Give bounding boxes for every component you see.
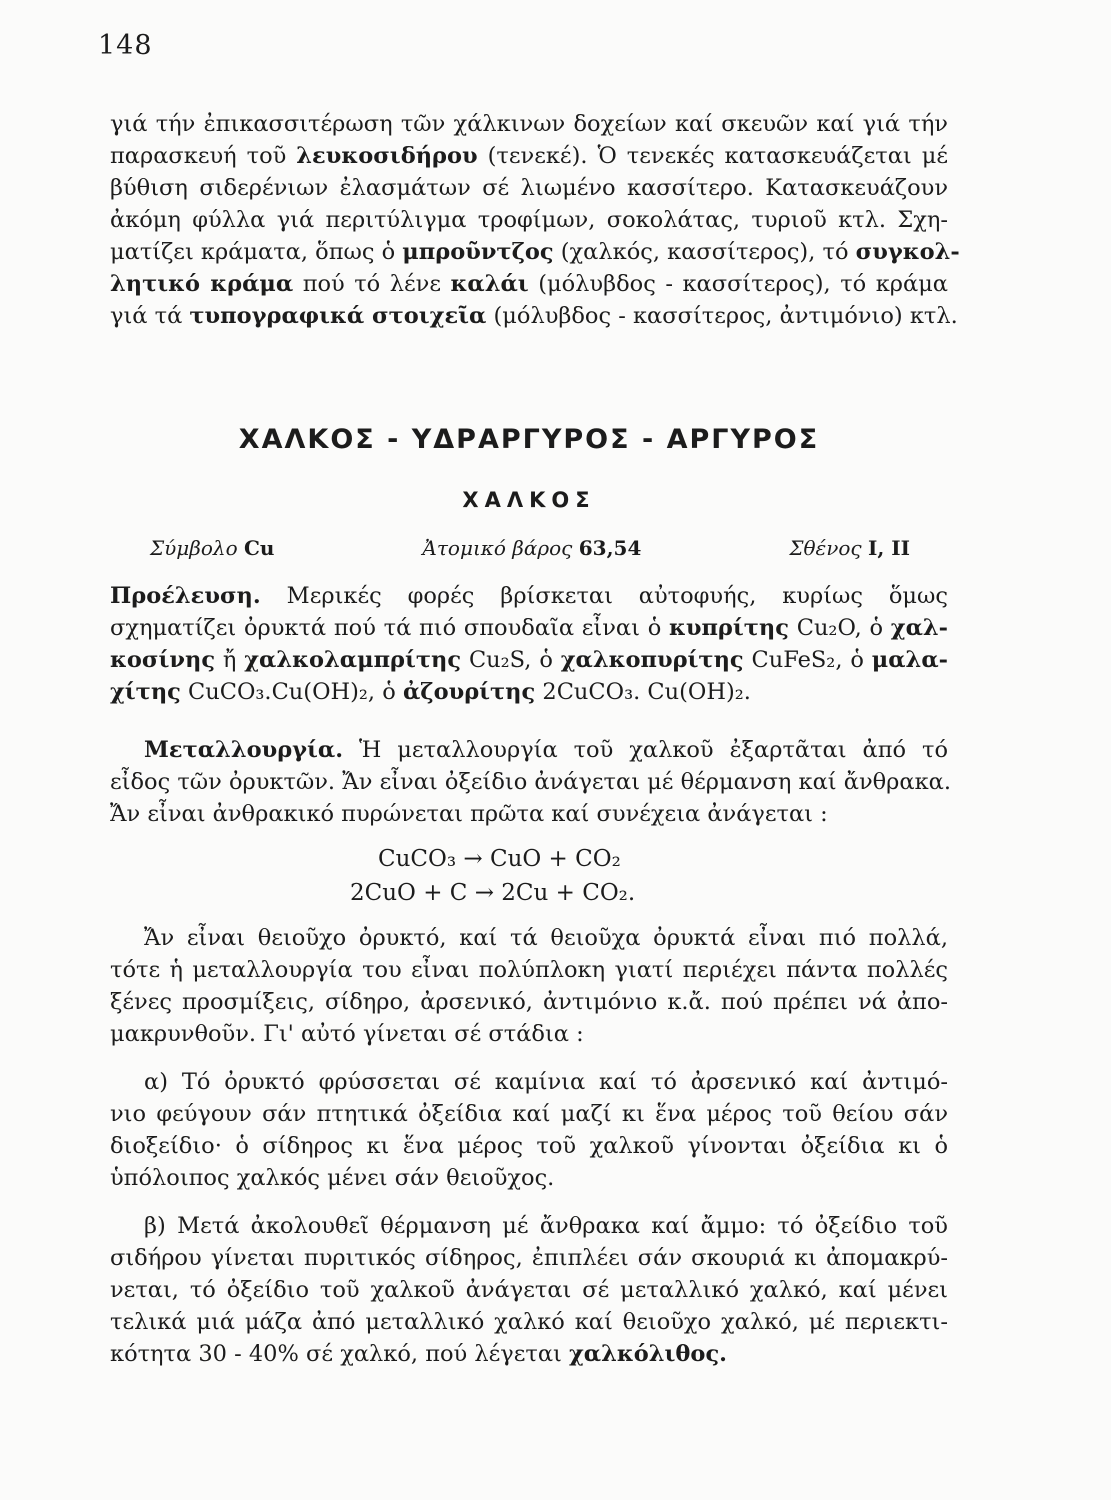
text-line: τότε ἡ μεταλλουργία του εἶναι πολύπλοκη γιατί περιέχει πάντα πολλές: [110, 957, 948, 983]
stage-b-paragraph: [110, 1210, 948, 1370]
text-line: κοσίνης ἤ χαλκολαμπρίτης Cu₂S, ὁ χαλκοπυρίτης CuFeS₂, ὁ μαλα-: [110, 647, 948, 673]
text-line: ματίζει κράματα, ὅπως ὁ μπροῦντζος (χαλκός, κασσίτερος), τό συγκολ-: [110, 239, 960, 265]
text-line: ὑπόλοιπος χαλκός μένει σάν θειοῦχος.: [110, 1165, 555, 1191]
text-line: σχηματίζει ὀρυκτά πού τά πιό σπουδαῖα εἶναι ὁ κυπρίτης Cu₂O, ὁ χαλ-: [110, 615, 948, 641]
text-line: εἶδος τῶν ὀρυκτῶν. Ἄν εἶναι ὀξείδιο ἀνάγεται μέ θέρμανση καί ἄνθρακα.: [110, 769, 952, 795]
text-line: τελικά μιά μάζα ἀπό μεταλλικό χαλκό καί θειοῦχο χαλκό, μέ περιεκτι-: [110, 1309, 948, 1335]
intro-paragraph: [110, 108, 960, 332]
page-number: 148: [98, 30, 153, 61]
valence-field: Σθένος I, II: [789, 536, 910, 560]
text-line: γιά τήν ἐπικασσιτέρωση τῶν χάλκινων δοχείων καί σκευῶν καί γιά τήν: [110, 111, 948, 137]
symbol-field: Σύμβολο Cu: [150, 536, 275, 560]
text-line: γιά τά τυπογραφικά στοιχεῖα (μόλυβδος - κασσίτερος, ἀντιμόνιο) κτλ.: [110, 303, 958, 329]
text-line: μακρυνθοῦν. Γι' αὐτό γίνεται σέ στάδια :: [110, 1021, 584, 1047]
text-line: Ἄν εἶναι θειοῦχο ὀρυκτό, καί τά θειοῦχα ὀρυκτά εἶναι πιό πολλά,: [144, 925, 948, 951]
text-line: σιδήρου γίνεται πυριτικός σίδηρος, ἐπιπλέει σάν σκουριά κι ἀπομακρύ-: [110, 1245, 948, 1271]
section-heading: ΧΑΛΚΟΣ: [462, 488, 596, 512]
text-line: κότητα 30 - 40% σέ χαλκό, πού λέγεται χαλκόλιθος.: [110, 1341, 727, 1367]
text-line: νεται, τό ὀξείδιο τοῦ χαλκοῦ ἀνάγεται σέ μεταλλικό χαλκό, καί μένει: [110, 1277, 948, 1303]
text-line: β) Μετά ἀκολουθεῖ θέρμανση μέ ἄνθρακα καί ἄμμο: τό ὀξείδιο τοῦ: [144, 1213, 948, 1239]
text-line: διοξείδιο· ὁ σίδηρος κι ἕνα μέρος τοῦ χαλκοῦ γίνονται ὀξείδια κι ὁ: [110, 1133, 948, 1159]
text-line: Ἄν εἶναι ἀνθρακικό πυρώνεται πρῶτα καί συνέχεια ἀνάγεται :: [110, 801, 828, 827]
text-line: λητικό κράμα πού τό λένε καλάι (μόλυβδος - κασσίτερος), τό κράμα: [110, 271, 949, 297]
sulfide-paragraph: [110, 922, 948, 1050]
text-line: α) Τό ὀρυκτό φρύσσεται σέ καμίνια καί τό ἀρσενικό καί ἀντιμό-: [144, 1069, 948, 1095]
element-properties: [150, 536, 910, 560]
text-line: ἀκόμη φύλλα γιά περιτύλιγμα τροφίμων, σοκολάτας, τυριοῦ κτλ. Σχη-: [110, 207, 948, 233]
origin-paragraph: [110, 580, 948, 708]
equation-2: 2CuO + C → 2Cu + CO₂.: [350, 880, 636, 906]
chapter-heading: ΧΑΛΚΟΣ - ΥΔΡΑΡΓΥΡΟΣ - ΑΡΓΥΡΟΣ: [238, 424, 820, 455]
equation-1: CuCO₃ → CuO + CO₂: [378, 846, 621, 872]
text-line: Μεταλλουργία. Ἡ μεταλλουργία τοῦ χαλκοῦ ἐξαρτᾶται ἀπό τό: [144, 737, 948, 763]
text-line: παρασκευή τοῦ λευκοσιδήρου (τενεκέ). Ὁ τενεκές κατασκευάζεται μέ: [110, 143, 948, 169]
atomic-mass-field: Ἀτομικό βάρος 63,54: [422, 536, 642, 560]
text-line: νιο φεύγουν σάν πτητικά ὀξείδια καί μαζί κι ἕνα μέρος τοῦ θείου σάν: [110, 1101, 948, 1127]
text-line: βύθιση σιδερένιων ἐλασμάτων σέ λιωμένο κασσίτερο. Κατασκευάζουν: [110, 175, 948, 201]
stage-a-paragraph: [110, 1066, 948, 1194]
text-line: ξένες προσμίξεις, σίδηρο, ἀρσενικό, ἀντιμόνιο κ.ἄ. πού πρέπει νά ἀπο-: [110, 989, 948, 1015]
text-line: χίτης CuCO₃.Cu(OH)₂, ὁ ἀζουρίτης 2CuCO₃. Cu(OH)₂.: [110, 679, 751, 705]
metallurgy-paragraph: [110, 734, 952, 830]
text-line: Προέλευση. Μερικές φορές βρίσκεται αὐτοφυής, κυρίως ὅμως: [110, 583, 948, 609]
